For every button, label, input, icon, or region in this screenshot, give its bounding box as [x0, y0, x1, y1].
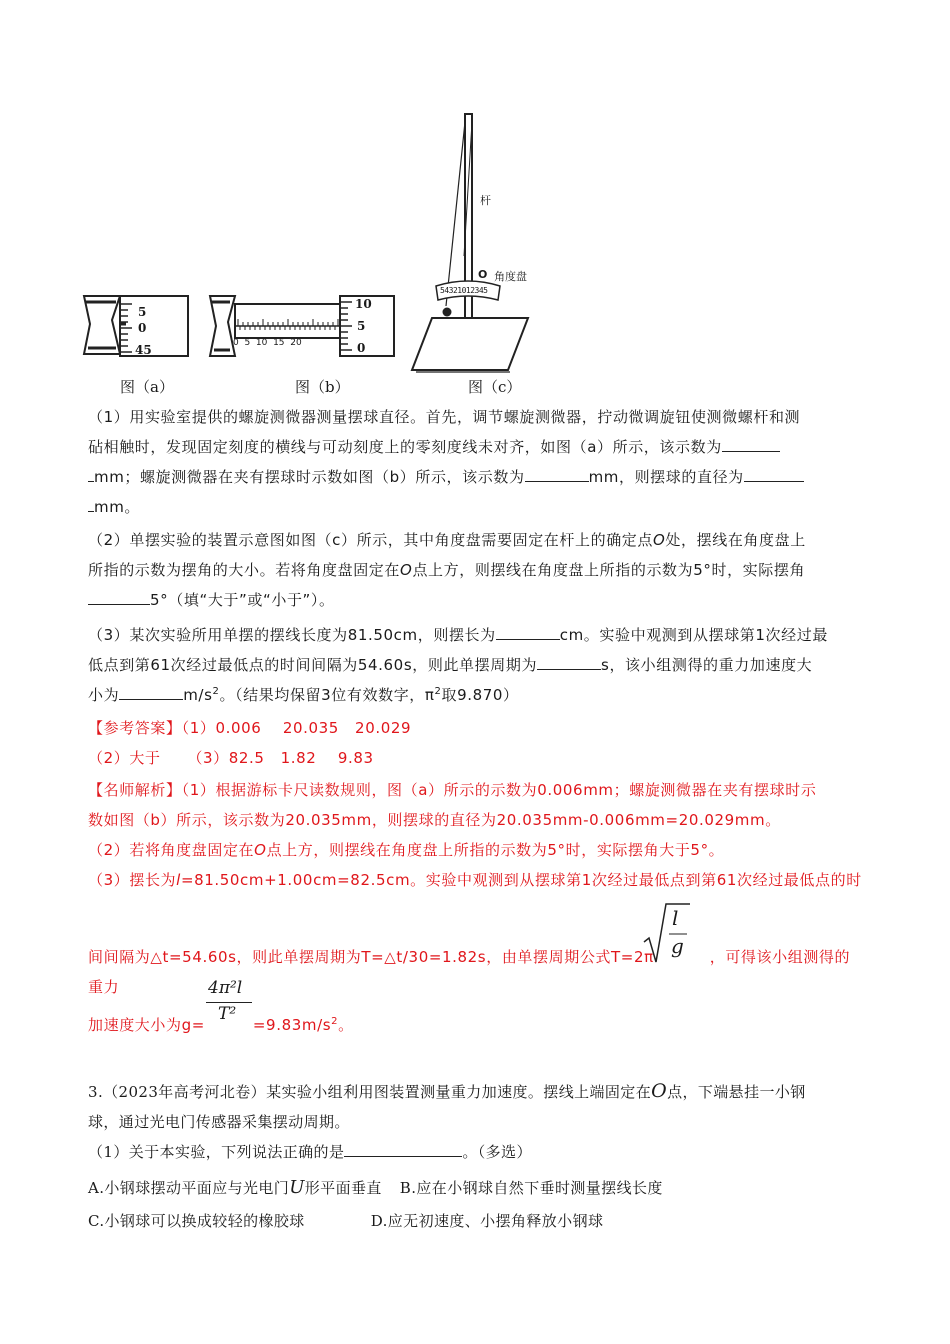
option-a-cont: 形平面垂直 [304, 1179, 382, 1197]
point-o: O [651, 1080, 668, 1102]
point-o: O [254, 841, 267, 859]
analysis-line1: （1）根据游标卡尺读数规则，图（a）所示的示数为0.006mm；螺旋测微器在夹有摆球时示 [181, 781, 817, 799]
q2-part2-d: 点上方，则摆线在角度盘上所指的示数为5°时，实际摆角 [412, 561, 806, 579]
point-o: O [653, 531, 666, 549]
q2-part2-c: 所指的示数为摆角的大小。若将角度盘固定在 [88, 561, 401, 579]
answer-line1: （1）0.006 20.035 20.029 [181, 719, 412, 737]
fig-c-rod-label: 杆 [480, 194, 491, 207]
q2-part3 [88, 620, 864, 710]
analysis-line6a: 加速度大小为g= [88, 1016, 205, 1034]
pendulum-apparatus [412, 114, 528, 372]
q2-part1-line3a: mm；螺旋测微器在夹有摆球时示数如图（b）所示，该示数为 [94, 468, 525, 486]
q2-part1-line1: （1）用实验室提供的螺旋测微器测量摆球直径。首先，调节螺旋测微器，拧动微调旋钮使测微螺杆和测 [88, 408, 801, 426]
fig-a-tick-0: 0 [138, 321, 147, 335]
q2-part2-a: （2）单摆实验的装置示意图如图（c）所示，其中角度盘需要固定在杆上的确定点 [88, 531, 653, 549]
q2-part3-a: （3）某次实验所用单摆的摆线长度为81.50cm，则摆长为 [88, 626, 496, 644]
q2-part3-f: m/s [183, 686, 213, 704]
u-symbol: U [289, 1177, 305, 1198]
fig-b-tick-5: 5 [357, 319, 366, 333]
q2-part1-line3b: mm，则摆球的直径为 [588, 468, 744, 486]
q2-part3-sup: 2 [212, 686, 220, 697]
option-a: A.小钢球摆动平面应与光电门 [88, 1179, 290, 1197]
q2-part3-h: 取9.870） [441, 686, 519, 704]
formula-g: g [671, 934, 684, 958]
blank-zero-reading [722, 434, 780, 452]
q3-options-row1 [88, 1173, 864, 1203]
fig-b-main-scale: 0 5 10 15 20 [233, 338, 302, 348]
blank-b-reading [525, 464, 589, 482]
q3-line3b: 。（多选） [462, 1143, 532, 1161]
analysis-label: 【名师解析】 [88, 781, 182, 799]
q3-line3a: （1）关于本实验，下列说法正确的是 [88, 1143, 345, 1161]
q3-line1b: 点，下端悬挂一小钢 [667, 1083, 806, 1101]
option-c: C.小钢球可以换成较轻的橡胶球 [88, 1212, 305, 1230]
q2-part3-d: s，该小组测得的重力加速度大 [601, 656, 813, 674]
q2-part2-b: 处，摆线在角度盘上 [665, 531, 806, 549]
q3-line2: 球，通过光电门传感器采集摆动周期。 [88, 1113, 350, 1131]
formula-denominator: T² [218, 1004, 237, 1024]
analysis-line6c: 。 [338, 1016, 354, 1034]
caption-a: 图（a） [120, 378, 174, 396]
q2-part3-sup2: 2 [434, 686, 442, 697]
q2-part1-line2: 砧相触时，发现固定刻度的横线与可动刻度上的零刻度线未对齐，如图（a）所示，该示数为 [88, 438, 722, 456]
q3-stem [88, 1076, 864, 1167]
option-b: B.应在小钢球自然下垂时测量摆线长度 [399, 1179, 663, 1197]
fig-b-tick-10: 10 [355, 297, 372, 311]
q3-line1a: 3.（2023年高考河北卷）某实验小组利用图装置测量重力加速度。摆线上端固定在 [88, 1083, 652, 1101]
q2-part3-e: 小为 [88, 686, 120, 704]
analysis-line6-sup: 2 [331, 1016, 339, 1027]
answer-block [88, 713, 864, 773]
blank-diameter [744, 464, 804, 482]
fig-a-tick-5: 5 [138, 305, 147, 319]
analysis-block [88, 775, 864, 895]
blank-q3-answer [344, 1139, 462, 1157]
fig-c-dial-digits: 54321012345 [440, 286, 488, 295]
analysis-line3b: 点上方，则摆线在角度盘上所指的示数为5°时，实际摆角大于5°。 [266, 841, 725, 859]
analysis-line4b: =81.50cm+1.00cm=82.5cm。实验中观测到从摆球第1次经过最低点到第61次经过最低点的时 [180, 871, 862, 889]
figure-group [80, 108, 550, 398]
answer-line2: （2）大于 （3）82.5 1.82 9.83 [88, 749, 374, 767]
q2-part2 [88, 525, 864, 615]
analysis-line5a: 间间隔为△t=54.60s，则此单摆周期为T=△t/30=1.82s，由单摆周期公式T=2π [88, 948, 654, 966]
q2-part3-c: 低点到第61次经过最低点的时间间隔为54.60s，则此单摆周期为 [88, 656, 538, 674]
answer-label: 【参考答案】 [88, 719, 182, 737]
fraction-bar [206, 1002, 252, 1003]
fig-b-tick-0: 0 [357, 341, 366, 355]
fig-c-o-label: O [478, 268, 488, 281]
formula-numerator: 4π²l [208, 978, 243, 998]
analysis-line5 [88, 942, 864, 1002]
analysis-line6 [88, 1010, 864, 1040]
point-o: O [400, 561, 413, 579]
q3-options-row2 [88, 1206, 864, 1236]
blank-angle-compare [88, 587, 150, 605]
q2-part2-e: 5°（填“大于”或“小于”）。 [150, 591, 335, 609]
analysis-line3a: （2）若将角度盘固定在 [88, 841, 255, 859]
blank-period [537, 652, 601, 670]
fig-c-dial-label: 角度盘 [494, 270, 527, 283]
caption-b: 图（b） [295, 378, 350, 396]
analysis-line6b: =9.83m/s [252, 1016, 332, 1034]
fig-a-tick-45: 45 [135, 343, 152, 357]
formula-l: l [672, 906, 679, 930]
caption-c: 图（c） [468, 378, 522, 396]
q2-part3-g: 。（结果均保留3位有效数字，π [219, 686, 435, 704]
analysis-line4a: （3）摆长为 [88, 871, 177, 889]
q2-part1 [88, 402, 864, 522]
gravity-formula [206, 978, 256, 1028]
period-formula-sqrt [642, 902, 692, 966]
q2-part1-line4: mm。 [94, 498, 141, 516]
blank-gravity [119, 682, 183, 700]
length-symbol: l [176, 871, 181, 889]
q2-part3-b: cm。实验中观测到从摆球第1次经过最 [559, 626, 828, 644]
blank-length [496, 622, 560, 640]
sqrt-sign-icon [642, 902, 692, 966]
option-d: D.应无初速度、小摆角释放小钢球 [370, 1212, 604, 1230]
analysis-line5b: ，可得该小组测得的重力 [88, 948, 851, 996]
analysis-line2: 数如图（b）所示，该示数为20.035mm，则摆球的直径为20.035mm-0.006mm=20.029mm。 [88, 811, 781, 829]
figure-drawings [80, 108, 550, 378]
